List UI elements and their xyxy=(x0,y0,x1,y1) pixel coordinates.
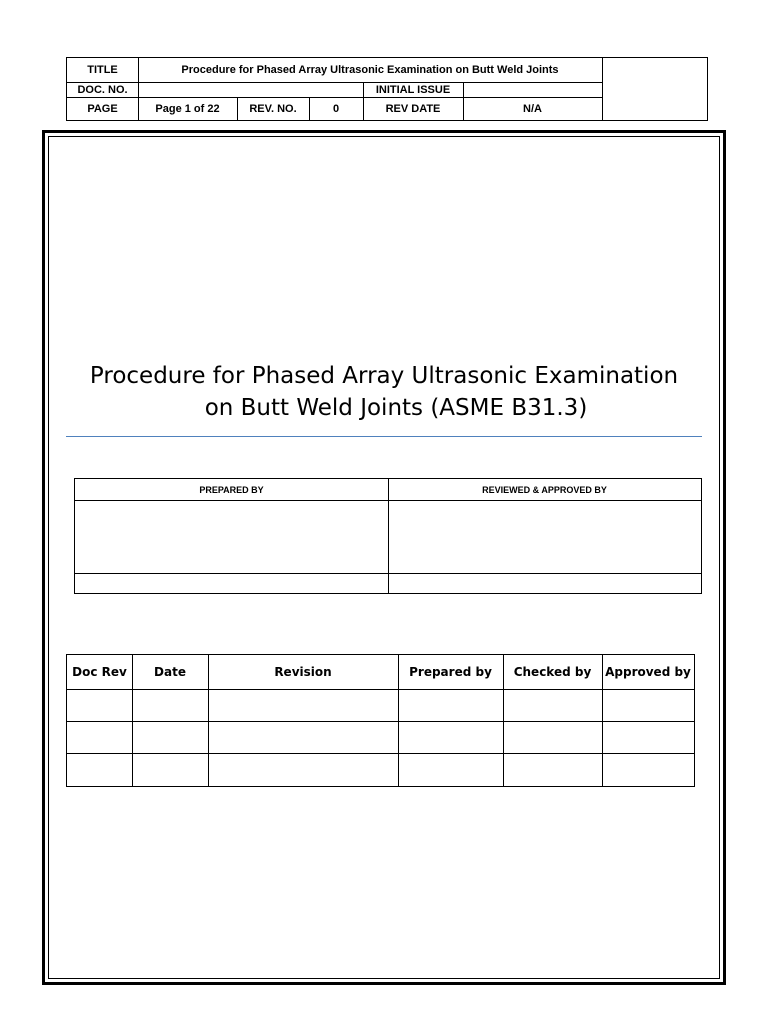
doc-no-value xyxy=(138,82,363,97)
signature-table xyxy=(74,478,702,594)
title-underline xyxy=(66,436,702,437)
table-cell xyxy=(602,754,694,786)
reviewed-approved-by-header: REVIEWED & APPROVED BY xyxy=(482,484,607,495)
reviewed-by-name-cell xyxy=(389,574,701,593)
prepared-by-header: PREPARED BY xyxy=(199,484,264,495)
document-title-line-2: on Butt Weld Joints (ASME B31.3) xyxy=(204,395,588,421)
table-cell xyxy=(503,754,602,786)
table-cell xyxy=(503,690,602,721)
table-cell xyxy=(132,754,208,786)
prepared-by-signature-area xyxy=(75,501,388,573)
doc-no-label: DOC. NO. xyxy=(77,83,128,96)
logo-box xyxy=(603,58,707,120)
table-cell xyxy=(67,690,132,721)
table-cell xyxy=(67,722,132,753)
col-header-checked-by: Checked by xyxy=(513,665,592,679)
table-cell xyxy=(132,690,208,721)
table-cell xyxy=(208,722,398,753)
page-label: PAGE xyxy=(87,102,118,115)
initial-issue-value xyxy=(463,82,602,97)
title-value: Procedure for Phased Array Ultrasonic Examination on Butt Weld Joints xyxy=(181,64,559,76)
prepared-by-name-cell xyxy=(75,574,388,593)
table-row xyxy=(67,754,694,786)
table-cell xyxy=(602,722,694,753)
initial-issue-label: INITIAL ISSUE xyxy=(375,83,451,96)
col-header-date: Date xyxy=(154,665,186,679)
table-cell xyxy=(398,690,503,721)
col-header-revision: Revision xyxy=(274,665,332,679)
rev-date-label: REV DATE xyxy=(385,102,441,115)
col-header-prepared-by: Prepared by xyxy=(409,665,492,679)
table-cell xyxy=(208,754,398,786)
rev-date-value: N/A xyxy=(523,102,542,115)
document-title xyxy=(60,360,708,424)
rev-no-label: REV. NO. xyxy=(249,102,297,115)
col-header-approved-by: Approved by xyxy=(605,665,691,679)
table-cell xyxy=(503,722,602,753)
page-value: Page 1 of 22 xyxy=(155,102,220,115)
document-header-table xyxy=(66,57,708,121)
reviewed-by-signature-area xyxy=(389,501,701,573)
revision-history-table xyxy=(66,654,695,787)
table-row xyxy=(67,690,694,721)
title-label: TITLE xyxy=(87,64,118,76)
table-row xyxy=(67,722,694,753)
table-cell xyxy=(602,690,694,721)
rev-no-value: 0 xyxy=(332,102,340,115)
table-cell xyxy=(398,722,503,753)
col-header-doc-rev: Doc Rev xyxy=(72,665,127,679)
table-cell xyxy=(132,722,208,753)
table-cell xyxy=(398,754,503,786)
table-cell xyxy=(208,690,398,721)
table-cell xyxy=(67,754,132,786)
document-title-line-1: Procedure for Phased Array Ultrasonic Examination xyxy=(89,363,679,389)
